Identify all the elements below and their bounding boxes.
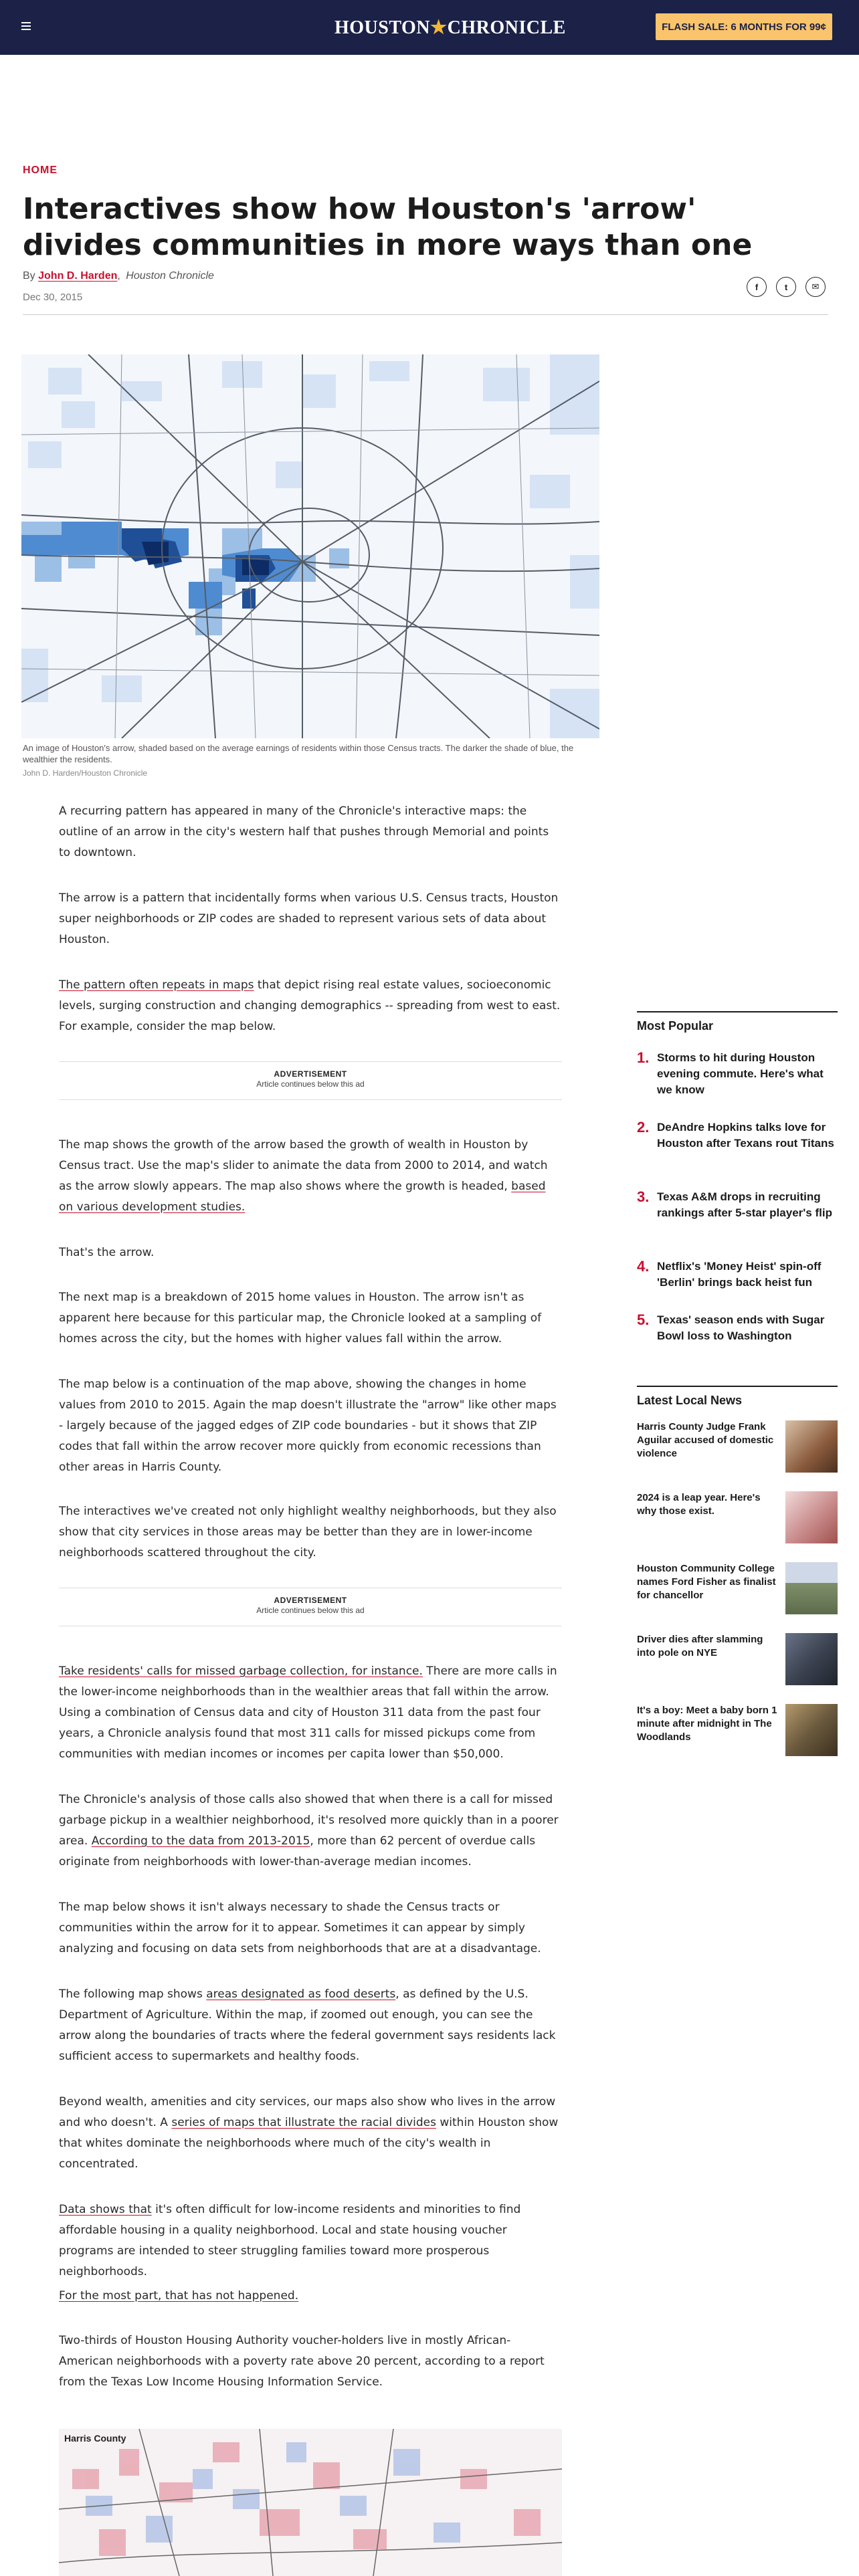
by-prefix: By — [23, 270, 35, 282]
paragraph-11: The map below shows it isn't always necessary to shade the Census tracts or communities within the arrow for it to appear. Sometimes it can appear by simply analyzing and focusing on data sets from neighborhoods that are at a disadvantage. — [59, 1901, 541, 1955]
paragraph-3: The pattern often repeats in maps that depict rising real estate values, socioeconomic levels, surging construction and changing demographics -- spreading from west to east. For example, consider the map below. — [59, 978, 561, 1033]
map-caption: An image of Houston's arrow, shaded based on the average earnings of residents within those Census tracts. The darker the shade of blue, the wealthier the residents. — [23, 743, 574, 764]
twitter-icon[interactable]: t — [776, 277, 796, 297]
hamburger-icon[interactable] — [21, 20, 35, 33]
ad-sub-label: Article continues below this ad — [256, 1079, 365, 1089]
star-icon: ★ — [430, 17, 448, 38]
news-thumbnail — [785, 1633, 838, 1685]
section-kicker[interactable]: HOME — [23, 165, 58, 176]
author-link[interactable]: John D. Harden — [38, 270, 118, 282]
popular-item[interactable]: 3. Texas A&M drops in recruiting rankings after 5-star player's flip — [637, 1188, 832, 1219]
news-thumbnail — [785, 1491, 838, 1543]
popular-top-rule — [637, 1011, 838, 1012]
news-thumbnail — [785, 1420, 838, 1473]
logo-text-right: CHRONICLE — [447, 17, 566, 38]
header-divider — [23, 314, 828, 315]
news-thumbnail — [785, 1562, 838, 1614]
map-region-label: Harris County — [64, 2433, 126, 2444]
popular-item[interactable]: 4. Netflix's 'Money Heist' spin-off 'Berlin' brings back heist fun — [637, 1258, 822, 1289]
paragraph-16: Two-thirds of Houston Housing Authority voucher-holders live in mostly African-American neighborhoods with a poverty rate above 20 percent, according to a report from the Texas Low Income Housing Information Service. — [59, 2334, 545, 2389]
ad-label: ADVERTISEMENT — [274, 1069, 347, 1079]
link-racial-divides[interactable]: series of maps that illustrate the racial divides — [171, 2116, 436, 2129]
ad-sub-label: Article continues below this ad — [256, 1606, 365, 1615]
paragraph-7: The map below is a continuation of the map above, showing the changes in home values from 2010 to 2015. Again the map doesn't illustrate the "arrow" like other maps - largely because of the jagged edges of ZIP code boundaries - but it shows that ZIP codes that fall within the arrow recover more quickly from economic recessions than other areas in Harris County. — [59, 1378, 557, 1474]
paragraph-10: The Chronicle's analysis of those calls also showed that when there is a call for missed garbage pickup in a wealthier neighborhood, it's resolved more quickly than in a poorer area. According to the data from 2013-2015, more than 62 percent of overdue calls originate from neighborhoods with lower-than-average median incomes. — [59, 1793, 559, 1868]
local-news-item[interactable]: It's a boy: Meet a baby born 1 minute after midnight in The Woodlands — [637, 1704, 838, 1757]
local-top-rule — [637, 1386, 838, 1387]
link-not-happened[interactable]: For the most part, that has not happened. — [59, 2289, 299, 2302]
link-garbage-calls[interactable]: Take residents' calls for missed garbage collection, for instance. — [59, 1665, 423, 1678]
news-thumbnail — [785, 1704, 838, 1756]
link-data-shows[interactable]: Data shows that — [59, 2203, 152, 2216]
link-development-studies[interactable]: based on various development studies. — [59, 1180, 546, 1214]
popular-item[interactable]: 5. Texas' season ends with Sugar Bowl loss to Washington — [637, 1311, 825, 1342]
ad-label: ADVERTISEMENT — [274, 1596, 347, 1605]
link-data-2013-2015[interactable]: According to the data from 2013-2015 — [91, 1834, 310, 1848]
paragraph-12: The following map shows areas designated as food deserts, as defined by the U.S. Department of Agriculture. Within the map, if zoomed out enough, you can see the arrow along the boundaries of tracts where the federal government says residents lack sufficient access to supermarkets and healthy foods. — [59, 1988, 556, 2063]
publication-name: Houston Chronicle — [126, 270, 214, 282]
local-news-item[interactable]: Harris County Judge Frank Aguilar accused of domestic violence — [637, 1420, 838, 1474]
facebook-icon[interactable]: f — [747, 277, 767, 297]
link-pattern-repeats[interactable]: The pattern often repeats in maps — [59, 978, 254, 992]
local-news-item[interactable]: Houston Community College names Ford Fisher as finalist for chancellor — [637, 1562, 838, 1616]
paragraph-5: That's the arrow. — [59, 1246, 155, 1259]
paragraph-13: Beyond wealth, amenities and city services, our maps also show who lives in the arrow and who doesn't. A series of maps that illustrate the racial divides within Houston show that whites dominate the neighborhoods where much of the city's wealth in concentrated. — [59, 2095, 559, 2171]
local-news-item[interactable]: 2024 is a leap year. Here's why those exist. — [637, 1491, 838, 1545]
site-header — [0, 0, 859, 55]
article-title: Interactives show how Houston's 'arrow' divides communities in more ways than one — [23, 192, 753, 262]
link-food-deserts[interactable]: areas designated as food deserts — [206, 1988, 396, 2001]
email-icon[interactable]: ✉ — [805, 277, 826, 297]
site-logo[interactable] — [335, 16, 566, 39]
flash-sale-button[interactable]: FLASH SALE: 6 MONTHS FOR 99¢ — [656, 13, 832, 40]
harris-county-map — [59, 2429, 562, 2576]
paragraph-15 — [59, 2286, 562, 2306]
advertisement-slot — [59, 1061, 562, 1100]
paragraph-6: The next map is a breakdown of 2015 home values in Houston. The arrow isn't as apparent here because for this particular map, the Chronicle looked at a sampling of homes across the city, but the homes with higher values fall within the arrow. — [59, 1291, 542, 1346]
advertisement-slot — [59, 1588, 562, 1626]
most-popular-heading: Most Popular — [637, 1019, 714, 1033]
map-credit: John D. Harden/Houston Chronicle — [23, 768, 148, 778]
paragraph-2: The arrow is a pattern that incidentally forms when various U.S. Census tracts, Houston super neighborhoods or ZIP codes are shaded to represent various sets of data about Houston. — [59, 891, 559, 946]
logo-text-left: HOUSTON — [335, 17, 431, 38]
popular-item[interactable]: 1. Storms to hit during Houston evening commute. Here's what we know — [637, 1049, 824, 1096]
local-news-item[interactable]: Driver dies after slamming into pole on NYE — [637, 1633, 838, 1687]
paragraph-4: The map shows the growth of the arrow based the growth of wealth in Houston by Census tract. Use the map's slider to animate the data from 2000 to 2014, and watch as the arrow slowly appears. The map also shows where the growth is headed, based on various development studies. — [59, 1138, 548, 1214]
latest-local-heading: Latest Local News — [637, 1394, 743, 1407]
paragraph-14: Data shows that it's often difficult for low-income residents and minorities to find affordable housing in a quality neighborhood. Local and state housing voucher programs are intended to steer struggling families toward more prosperous neighborhoods. — [59, 2203, 521, 2278]
paragraph-1: A recurring pattern has appeared in many of the Chronicle's interactive maps: the outline of an arrow in the city's western half that pushes through Memorial and points to downtown. — [59, 804, 549, 859]
publish-date: Dec 30, 2015 — [23, 292, 83, 303]
hero-arrow-map — [21, 354, 599, 738]
popular-item[interactable]: 2. DeAndre Hopkins talks love for Houston after Texans rout Titans — [637, 1119, 834, 1150]
byline: By John D. Harden, Houston Chronicle — [23, 270, 214, 282]
paragraph-8: The interactives we've created not only highlight wealthy neighborhoods, but they also show that city services in those areas may be better than they are in lower-income neighborhoods scattered throughout the city. — [59, 1505, 557, 1560]
paragraph-9: Take residents' calls for missed garbage collection, for instance. There are more calls in the lower-income neighborhoods than in the wealthier areas that fall within the arrow. Using a combination of Census data and city of Houston 311 data from the past four years, a Chronicle analysis found that most 311 calls for missed pickups come from communities with median incomes or incomes per capita lower than $50,000. — [59, 1665, 557, 1761]
